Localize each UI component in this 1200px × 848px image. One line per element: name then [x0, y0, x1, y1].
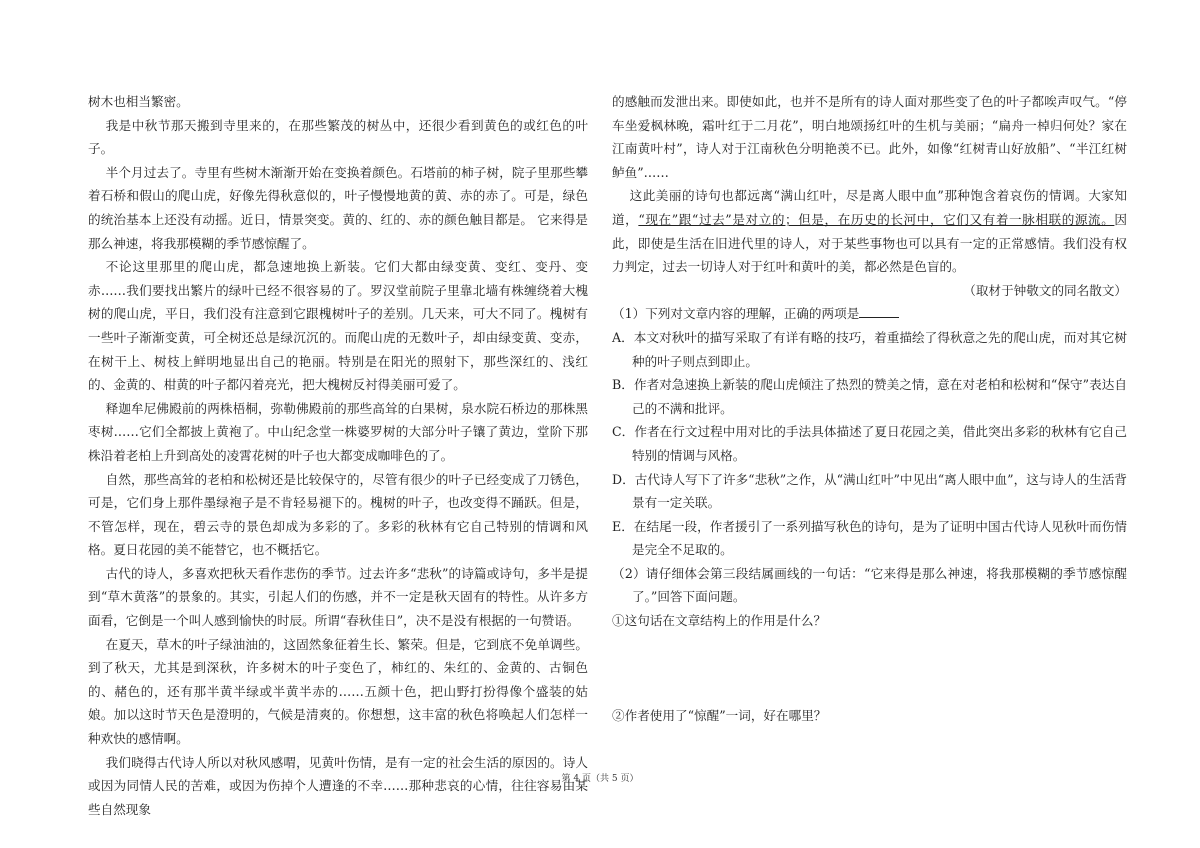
option-text: 本文对秋叶的描写采取了有详有略的技巧，着重描绘了得秋意之先的爬山虎，而对其它树种的叶子则点到即止。	[632, 329, 1127, 369]
answer-blank[interactable]	[859, 305, 899, 318]
option-text: 在结尾一段，作者援引了一系列描写秋色的诗句，是为了证明中国古代诗人见秋叶而伤情是完全不足取的。	[632, 518, 1127, 558]
option-label: D．	[612, 471, 635, 487]
option-text: 作者对急速换上新装的爬山虎倾注了热烈的赞美之情，意在对老柏和松树和“保守”表达自己的不满和批评。	[632, 377, 1127, 416]
source-citation: （取材于钟敬文的同名散文）	[963, 282, 1127, 298]
paragraph: 我们晓得古代诗人所以对秋风感喟，见黄叶伤情，是有一定的社会生活的原因的。诗人或因为同情人民的苦难，或因为伤掉个人遭逢的不幸……那种悲哀的心情，往往容易由某些自然现象	[88, 754, 588, 817]
question-2-part-2: ②作者使用了“惊醒”一词，好在哪里？	[612, 707, 827, 723]
option-a	[612, 326, 1127, 373]
option-label: E．	[612, 518, 634, 534]
question-2: （2）请仔细体会第三段结属画线的一句话：“它来得是那么神速，将我那模糊的季节感惊醒了。”回答下面问题。	[612, 565, 1127, 605]
left-column	[88, 90, 588, 821]
paragraph: 我是中秋节那天搬到寺里来的，在那些繁茂的树丛中，还很少看到黄色的或红色的叶子。	[88, 117, 588, 157]
paragraph-text: 这此美丽的诗句也都远离“满山红叶，尽是离人眼中血”那种饱含着哀伤的情调。大家知道，	[612, 188, 1127, 227]
paragraph: 自然，那些高耸的老柏和松树还是比较保守的，尽管有很少的叶子已经变成了刀锈色，可是，它们身上那件墨绿袍子是不肯轻易褪下的。槐树的叶子，也改变得不踊跃。但是，不管怎样，现在，碧云寺的景色却成为多彩的了。多彩的秋林有它自己特别的情调和风格。夏日花园的美不能替它，也不概括它。	[88, 471, 588, 558]
option-d	[612, 468, 1127, 515]
option-c	[612, 420, 1127, 467]
paragraph: 释迦牟尼佛殿前的两株梧桐，弥勒佛殿前的那些高耸的白果树，泉水院石桥边的那株黑枣树……它们全都披上黄袍了。中山纪念堂一株婆罗树的大部分叶子镶了黄边，堂阶下那株沿着老柏上升到高处的凌霄花树的叶子也大都变成咖啡色的了。	[88, 400, 588, 463]
option-label: A．	[612, 329, 634, 345]
question-2-part-1: ①这句话在文章结构上的作用是什么？	[612, 613, 827, 629]
paragraph: 古代的诗人，多喜欢把秋天看作悲伤的季节。过去许多“悲秋”的诗篇或诗句，多半是提到“草木黄落”的景象的。其实，引起人们的伤感，并不一定是秋天固有的特性。从许多方面看，它倒是一个叫人感到愉快的时辰。所谓“春秋佳日”，决不是没有根据的一句赞语。	[88, 565, 588, 629]
paragraph: 半个月过去了。寺里有些树木渐渐开始在变换着颜色。石塔前的柿子树，院子里那些攀着石桥和假山的爬山虎，好像先得秋意似的，叶子慢慢地黄的黄、赤的赤了。可是，绿色的统治基本上还没有动摇。近日，情景突变。黄的、红的、赤的颜色触目都是。 它来得是那么神速，将我那模糊的季节感惊醒了。	[88, 164, 588, 251]
paragraph: 树木也相当繁密。	[88, 94, 189, 109]
option-e	[612, 515, 1127, 562]
page-footer: 第 4 页（共 5 页）	[561, 774, 639, 784]
underlined-sentence: “现在”跟“过去”是对立的；但是，在历史的长河中，它们又有着一脉相联的源流。	[638, 211, 1115, 227]
option-label: C．	[612, 424, 635, 440]
option-label: B．	[612, 377, 634, 393]
paragraph: 的感触而发泄出来。即使如此，也并不是所有的诗人面对那些变了色的叶子都唉声叹气。“停车坐爱枫林晚，霜叶红于二月花”，明白地颂扬红叶的生机与美丽；“扁舟一棹归何处？家在江南黄叶村”，诗人对于江南秋色分明艳羡不已。此外，如像“红树青山好放船”、“半江红树鲈鱼”……	[612, 94, 1127, 180]
option-text: 作者在行文过程中用对比的手法具体描述了夏日花园之美，借此突出多彩的秋林有它自己特别的情调与风格。	[632, 424, 1127, 463]
right-column	[612, 90, 1127, 727]
option-b	[612, 373, 1127, 420]
option-text: 古代诗人写下了许多“悲秋”之作，从“满山红叶”中见出“离人眼中血”，这与诗人的生活背景有一定关联。	[632, 471, 1127, 511]
paragraph	[612, 184, 1127, 278]
question-1	[612, 302, 1127, 326]
paragraph-text: 因此，即使是生活在旧进代里的诗人，对于某些事物也可以具有一定的正常感情。我们没有权力判定，过去一切诗人对于红叶和黄叶的美，都必然是色盲的。	[612, 211, 1127, 275]
paragraph: 不论这里那里的爬山虎，都急速地换上新装。它们大都由绿变黄、变红、变丹、变赤……我们要找出繁片的绿叶已经不很容易的了。罗汉堂前院子里靠北墙有株缠绕着大槐树的爬山虎，平日，我们没有注意到它跟槐树叶子的差别。几天来，可大不同了。槐树有一些叶子渐渐变黄，可全树还总是绿沉沉的。而爬山虎的无数叶子，却由绿变黄、变赤，在树干上、树枝上鲜明地显出自己的艳丽。特别是在阳光的照射下，那些深红的、浅红的、金黄的、柑黄的叶子都闪着亮光，把大槐树反衬得美丽可爱了。	[88, 259, 588, 393]
answer-space[interactable]	[612, 633, 1127, 704]
question-1-text: （1）下列对文章内容的理解，正确的两项是	[612, 306, 860, 322]
paragraph: 在夏天，草木的叶子绿油油的，这固然象征着生长、繁荣。但是，它到底不免单调些。到了秋天，尤其是到深秋，许多树木的叶子变色了，柿红的、朱红的、金黄的、古铜色的、赭色的，还有那半黄半绿或半黄半赤的……五颜十色，把山野打扮得像个盛装的姑娘。加以这时节天色是澄明的，气候是清爽的。你想想，这丰富的秋色将唤起人们怎样一种欢快的感情啊。	[88, 636, 588, 747]
